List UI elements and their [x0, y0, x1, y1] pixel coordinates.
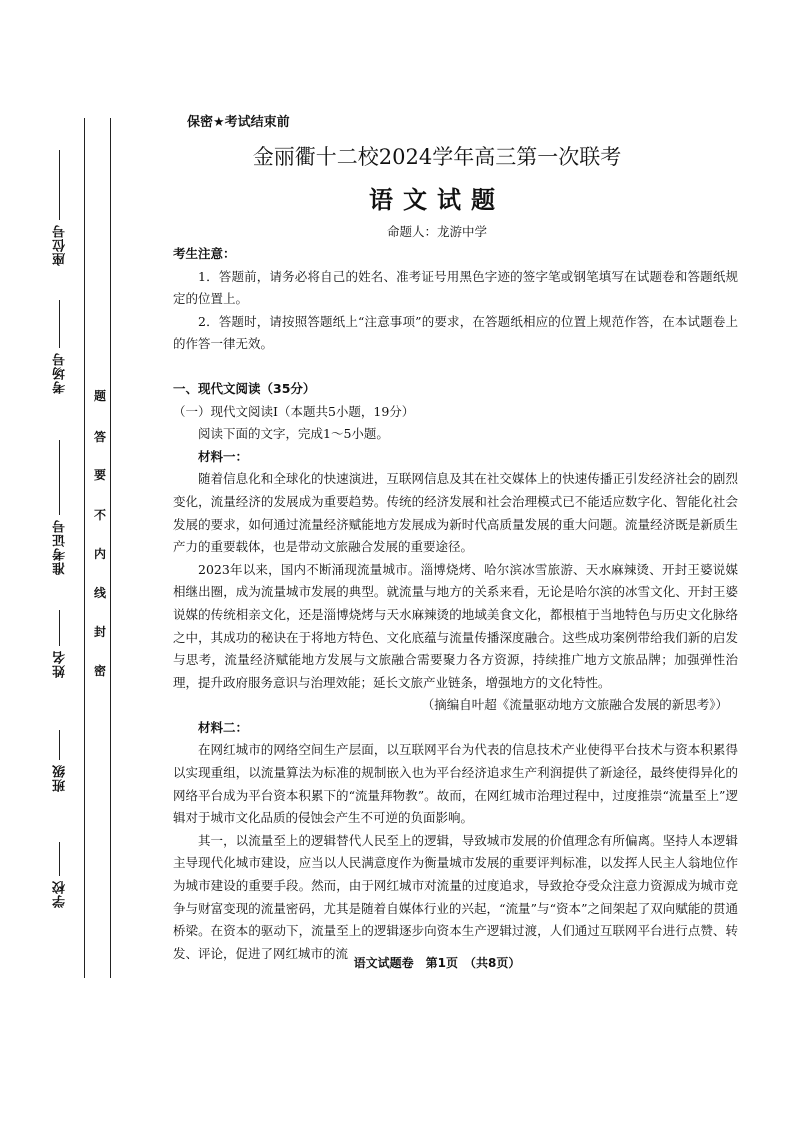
material-1-label: 材料一： [198, 448, 249, 464]
question-setter: 命题人：龙游中学 [386, 224, 487, 239]
seal-char: 题 [93, 389, 106, 403]
name-blank[interactable] [59, 610, 61, 646]
field-label: 准考证号 [52, 519, 68, 575]
binding-line-inner [110, 118, 111, 978]
exam-title: 金丽衢十二校2024学年高三第一次联考 [252, 145, 622, 169]
binding-line-outer [84, 118, 85, 978]
page-footer: 语文试题卷 第1页 （共8页） [353, 956, 521, 970]
field-label: 学校 [52, 880, 68, 908]
field-label: 考场号 [52, 352, 68, 394]
reading-instruction: 阅读下面的文字，完成1～5小题。 [198, 426, 389, 442]
subject-title: 语文试题 [369, 186, 505, 214]
notice-heading: 考生注意： [173, 246, 236, 261]
field-class [48, 730, 72, 792]
field-label: 班级 [52, 764, 68, 792]
material-1-paragraph: 随着信息化和全球化的快速演进，互联网信息及其在社交媒体上的快速传播正引发经济社会的剧烈变化，流量经济的发展成为重要趋势。传统的经济发展和社会治理模式已不能适应数字化、智能化社会发展的要求，如何通过流量经济赋能地方发展成为新时代高质量发展的重大问题。流量经济既是新质生产力的重要载体，也是带动文旅融合发展的重要途径。 [173, 471, 738, 555]
material-1-paragraph: 2023年以来，国内不断涌现流量城市。淄博烧烤、哈尔滨冰雪旅游、天水麻辣烫、开封王婆说媒相继出圈，成为流量城市发展的典型。就流量与地方的关系来看，无论是哈尔滨的冰雪文化、开封王婆说媒的传统相亲文化，还是淄博烧烤与天水麻辣烫的地域美食文化，都根植于当地特色与历史文化脉络之中，其成功的秘诀在于将地方特色、文化底蕴与流量传播深度融合。这些成功案例带给我们新的启发与思考，流量经济赋能地方发展与文旅融合需要聚力各方资源，持续推广地方文旅品牌；加强弹性治理，提升政府服务意识与治理效能；延长文旅产业链条，增强地方的文化特性。 [173, 561, 738, 690]
section-heading: 一、现代文阅读（35分） [173, 380, 316, 396]
field-label: 座位号 [52, 224, 68, 266]
field-label: 姓名 [52, 650, 68, 678]
seal-char: 密 [93, 664, 106, 678]
field-room-number [48, 300, 72, 394]
confidential-mark: 保密★考试结束前 [187, 115, 290, 130]
seal-char: 线 [93, 586, 106, 600]
sub-section-heading: （一）现代文阅读Ⅰ（本题共5小题，19分） [173, 403, 415, 419]
room-number-blank[interactable] [59, 300, 61, 348]
school-blank[interactable] [59, 842, 61, 876]
seal-char: 封 [93, 625, 106, 639]
field-name [48, 610, 72, 678]
field-school [48, 842, 72, 908]
material-2-paragraph: 其一，以流量至上的逻辑替代人民至上的逻辑，导致城市发展的价值理念有所偏离。坚持人本逻辑主导现代化城市建设，应当以人民满意度作为衡量城市发展的重要评判标准，以发挥人民主人翁地位作为城市建设的重要手段。然而，由于网红城市对流量的过度追求，导致抢夺受众注意力资源成为城市竞争与财富变现的流量密码，尤其是随着自媒体行业的兴起，“流量”与“资本”之间架起了双向赋能的贯通桥梁。在资本的驱动下，流量至上的逻辑逐步向资本生产逻辑过渡，人们通过互联网平台进行点赞、转发、评论，促进了网红城市的流 [173, 832, 738, 961]
material-2-paragraph: 在网红城市的网络空间生产层面，以互联网平台为代表的信息技术产业使得平台技术与资本积累得以实现重组，以流量算法为标准的规制嵌入也为平台经济追求生产利润提供了新途径，最终使得异化的网络平台成为平台资本积累下的“流量拜物教”。故而，在网红城市治理过程中，过度推崇“流量至上”逻辑对于城市文化品质的侵蚀会产生不可逆的负面影响。 [173, 742, 738, 826]
field-ticket-number [48, 440, 72, 575]
material-1-source: （摘编自叶超《流量驱动地方文旅融合发展的新思考》） [421, 697, 728, 713]
notice-item: 2．答题时，请按照答题纸上“注意事项”的要求，在答题纸相应的位置上规范作答，在本试题卷上的作答一律无效。 [173, 313, 738, 352]
seal-char: 答 [93, 430, 106, 444]
seal-char: 要 [93, 468, 106, 482]
exam-content [173, 243, 738, 965]
ticket-number-blank[interactable] [59, 440, 61, 515]
seal-char: 不 [93, 508, 106, 522]
class-blank[interactable] [59, 730, 61, 760]
material-2-label: 材料二： [198, 719, 249, 735]
seal-char: 内 [93, 547, 106, 561]
notice-item: 1．答题前，请务必将自己的姓名、准考证号用黑色字迹的签字笔或钢笔填写在试题卷和答题纸规定的位置上。 [173, 268, 738, 307]
